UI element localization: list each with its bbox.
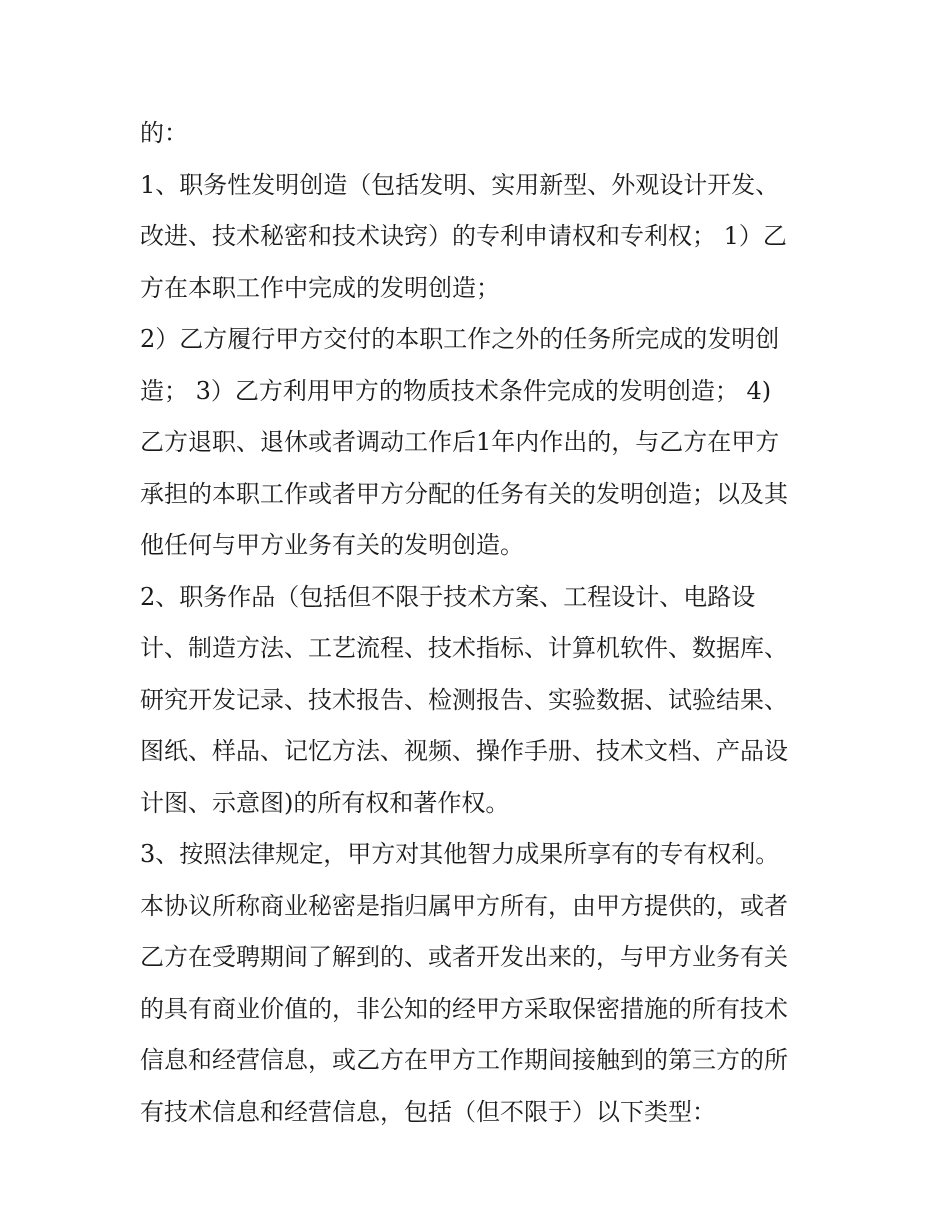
text-line: 图纸、样品、记忆方法、视频、操作手册、技术文档、产品设: [140, 737, 788, 765]
text-line: 承担的本职工作或者甲方分配的任务有关的发明创造；以及其: [140, 479, 788, 508]
text-line: 信息和经营信息，或乙方在甲方工作期间接触到的第三方的所: [140, 1046, 788, 1074]
text-line: 3、按照法律规定，甲方对其他智力成果所享有的专有权利。: [140, 840, 780, 868]
text-line: 计图、示意图)的所有权和著作权。: [140, 788, 510, 817]
text-line: 乙方在受聘期间了解到的、或者开发出来的，与甲方业务有关: [140, 943, 788, 971]
text-line: 计、制造方法、工艺流程、技术指标、计算机软件、数据库、: [140, 634, 788, 662]
text-line: 造； 3）乙方利用甲方的物质技术条件完成的发明创造； 4): [140, 376, 772, 405]
text-line: 的具有商业价值的，非公知的经甲方采取保密措施的所有技术: [140, 994, 788, 1023]
text-line: 的：: [140, 119, 188, 147]
document-body: [140, 108, 820, 1138]
text-line: 2）乙方履行甲方交付的本职工作之外的任务所完成的发明创: [140, 325, 780, 353]
text-line: 有技术信息和经营信息，包括（但不限于）以下类型：: [140, 1097, 716, 1126]
text-line: 2、职务作品（包括但不限于技术方案、工程设计、电路设: [140, 582, 756, 611]
text-line: 他任何与甲方业务有关的发明创造。: [140, 531, 524, 559]
text-line: 改进、技术秘密和技术诀窍）的专利申请权和专利权； 1）乙: [140, 222, 787, 250]
text-line: 方在本职工作中完成的发明创造；: [140, 273, 500, 302]
text-line: 研究开发记录、技术报告、检测报告、实验数据、试验结果、: [140, 685, 788, 714]
text-line: 本协议所称商业秘密是指归属甲方所有，由甲方提供的，或者: [140, 891, 788, 920]
text-line: 1、职务性发明创造（包括发明、实用新型、外观设计开发、: [140, 170, 780, 199]
text-line: 乙方退职、退休或者调动工作后1年内作出的，与乙方在甲方: [140, 428, 780, 456]
